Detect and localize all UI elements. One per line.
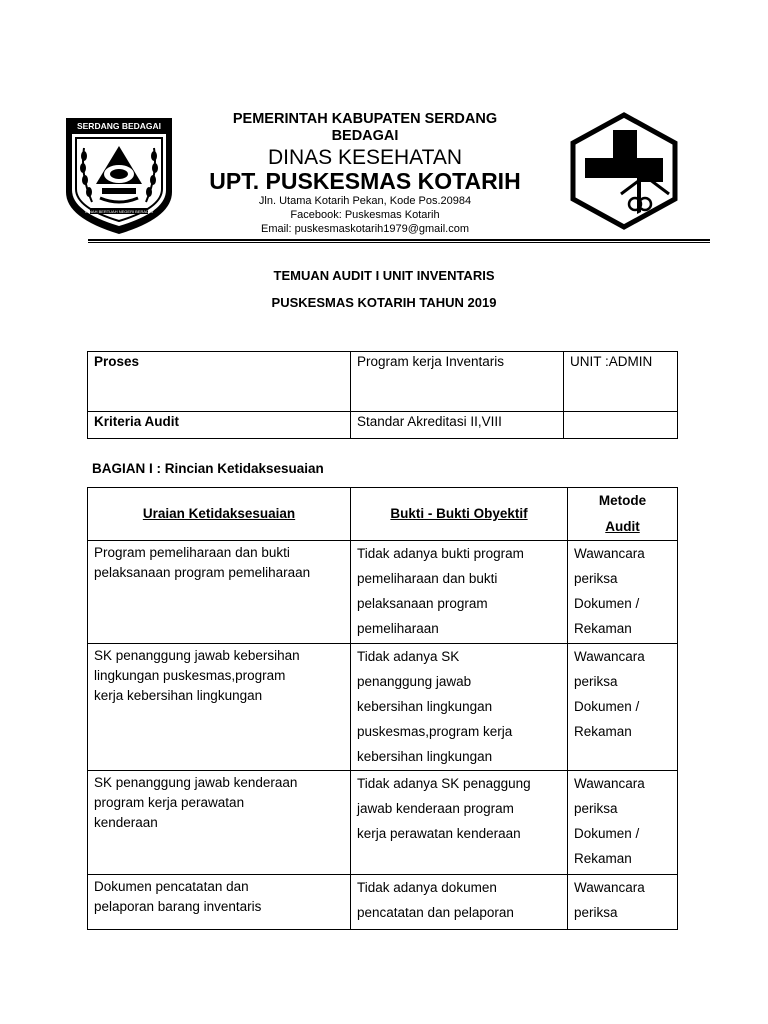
table-row xyxy=(88,541,678,644)
info-extra: UNIT :ADMIN xyxy=(564,352,678,412)
header-metode: Metode Audit xyxy=(568,488,678,541)
header-government-line2: BEDAGAI xyxy=(331,128,399,144)
table-row xyxy=(88,875,678,930)
document-subtitle: PUSKESMAS KOTARIH TAHUN 2019 xyxy=(271,295,497,310)
header-government-line1: PEMERINTAH KABUPATEN SERDANG xyxy=(232,111,498,127)
uraian-cell: SK penanggung jawab kenderaan program kerja perawatan kenderaan xyxy=(88,771,351,875)
uraian-cell: SK penanggung jawab kebersihan lingkungan puskesmas,program kerja kebersihan lingkungan xyxy=(88,644,351,771)
header-email: Email: puskesmaskotarih1979@gmail.com xyxy=(260,223,470,235)
info-extra xyxy=(564,412,678,439)
uraian-cell: Dokumen pencatatan dan pelaporan barang inventaris xyxy=(88,875,351,930)
table-row xyxy=(88,644,678,771)
metode-cell: Wawancara periksa Dokumen / Rekaman xyxy=(568,541,678,644)
info-row-proses xyxy=(88,352,678,412)
bukti-cell: Tidak adanya dokumen pencatatan dan pelaporan xyxy=(351,875,568,930)
uraian-cell: Program pemeliharaan dan bukti pelaksanaan program pemeliharaan xyxy=(88,541,351,644)
header-divider xyxy=(88,239,710,241)
metode-cell: Wawancara periksa Dokumen / Rekaman xyxy=(568,771,678,875)
audit-info-table xyxy=(87,351,678,439)
header-divider-thin xyxy=(88,242,710,243)
bukti-cell: Tidak adanya SK penanggung jawab kebersihan lingkungan puskesmas,program kerja kebersihan lingkungan xyxy=(351,644,568,771)
info-value: Program kerja Inventaris xyxy=(351,352,564,412)
info-value: Standar Akreditasi II,VIII xyxy=(351,412,564,439)
header-facebook: Facebook: Puskesmas Kotarih xyxy=(290,209,440,221)
metode-cell: Wawancara periksa Dokumen / Rekaman xyxy=(568,644,678,771)
info-row-kriteria xyxy=(88,412,678,439)
header-bukti: Bukti - Bukti Obyektif xyxy=(351,488,568,541)
header-address: Jln. Utama Kotarih Pekan, Kode Pos.20984 xyxy=(258,195,472,207)
header-uraian: Uraian Ketidaksesuaian xyxy=(88,488,351,541)
header-dinas: DINAS KESEHATAN xyxy=(267,146,463,169)
document-title: TEMUAN AUDIT I UNIT INVENTARIS xyxy=(273,268,495,283)
puskesmas-logo xyxy=(565,112,683,230)
metode-cell: Wawancara periksa xyxy=(568,875,678,930)
logo-left-label: SERDANG BEDAGAI xyxy=(76,121,162,131)
findings-table xyxy=(87,487,678,930)
bukti-cell: Tidak adanya bukti program pemeliharaan dan bukti pelaksanaan program pemeliharaan xyxy=(351,541,568,644)
info-label: Proses xyxy=(88,352,351,412)
info-label: Kriteria Audit xyxy=(88,412,351,439)
findings-header-row xyxy=(88,488,678,541)
table-row xyxy=(88,771,678,875)
logo-left-motto: TANAH BERTUAH NEGERI BERADAT xyxy=(84,209,154,214)
header-upt-title: UPT. PUSKESMAS KOTARIH xyxy=(209,168,521,194)
bukti-cell: Tidak adanya SK penaggung jawab kenderaan program kerja perawatan kenderaan xyxy=(351,771,568,875)
section-heading: BAGIAN I : Rincian Ketidaksesuaian xyxy=(92,461,324,476)
serdang-bedagai-logo xyxy=(62,114,176,236)
